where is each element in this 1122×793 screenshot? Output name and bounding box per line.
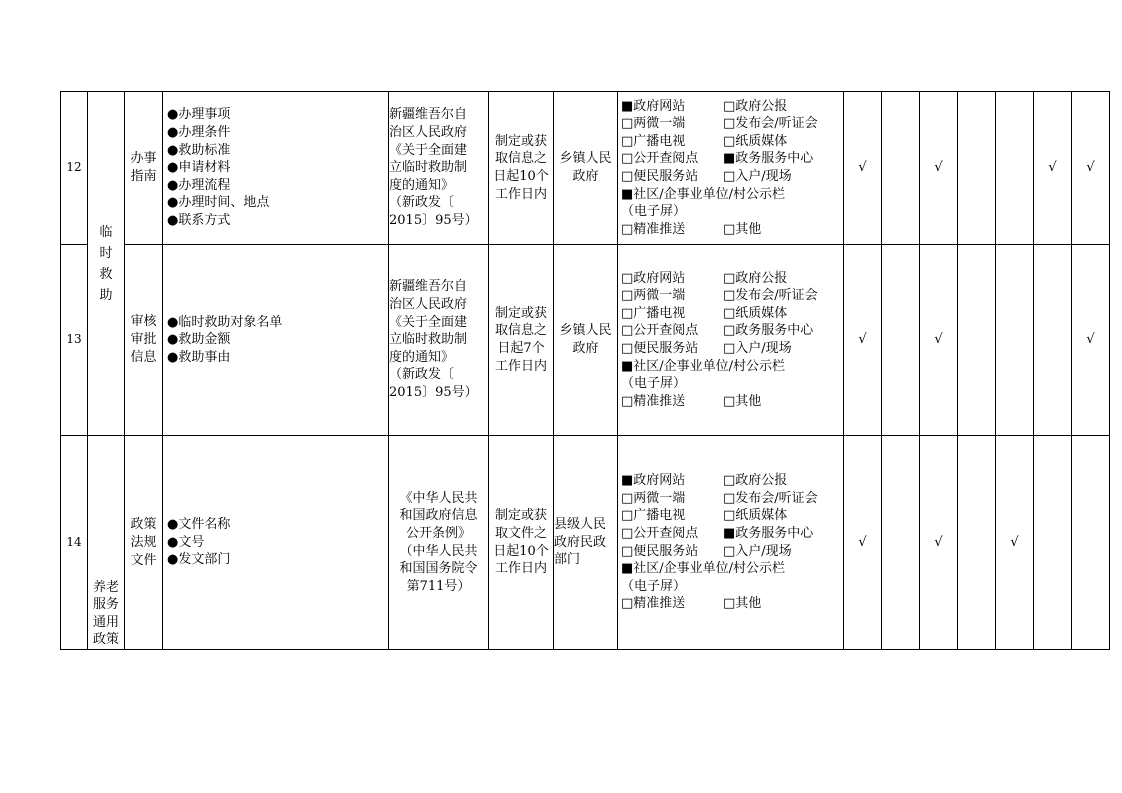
check-mark	[1034, 245, 1072, 436]
category-cell	[88, 92, 125, 436]
channel-option-cont: （电子屏）	[621, 204, 687, 220]
basis-line: 度的通知》	[389, 177, 455, 193]
channel-option: □精准推送	[621, 393, 686, 409]
category-line: 服务	[92, 597, 119, 613]
check-mark	[958, 245, 996, 436]
time-line: 取信息之	[494, 323, 547, 339]
check-mark: √	[996, 436, 1034, 650]
subject-line: 政府	[572, 169, 599, 184]
check-mark: √	[920, 245, 958, 436]
basis-line: 和国国务院令	[399, 561, 478, 577]
check-mark: √	[1072, 245, 1110, 436]
basis-line: 2015〕95号）	[389, 212, 478, 228]
check-mark: √	[844, 245, 882, 436]
check-mark	[958, 436, 996, 650]
content-item: ● 临时救助对象名单	[167, 314, 388, 332]
basis-line: （新政发〔	[389, 367, 455, 383]
check-mark: √	[920, 436, 958, 650]
check-mark: √	[1072, 92, 1110, 245]
content-item: ● 文号	[167, 534, 388, 552]
channel-option: □精准推送	[621, 221, 686, 237]
content-item: ● 办理条件	[167, 124, 388, 142]
time-line: 制定或获	[494, 508, 547, 524]
check-mark: √	[1034, 92, 1072, 245]
row-index: 12	[61, 92, 88, 245]
subcategory-cell	[125, 245, 163, 436]
subject-line: 乡镇人民	[559, 323, 612, 339]
channel-option: □发布会/听证会	[723, 490, 818, 506]
basis-line: 治区人民政府	[389, 297, 468, 313]
channel-option: □公开查阅点	[621, 525, 699, 541]
content-item: ● 救助金额	[167, 331, 388, 349]
content-item: ● 文件名称	[167, 516, 388, 534]
basis-cell	[389, 92, 489, 245]
channel-option: □入户/现场	[723, 341, 792, 356]
channel-option: □广播电视	[621, 508, 686, 524]
subject-line: 政府民政	[554, 534, 607, 550]
check-mark: √	[844, 436, 882, 650]
channel-option: □两微一端	[621, 490, 686, 506]
channel-option: □便民服务站	[621, 169, 699, 184]
time-limit-cell	[489, 92, 554, 245]
subcategory-line: 办事	[130, 151, 157, 166]
channel-option: □政务服务中心	[723, 323, 814, 339]
channel-option: □纸质媒体	[723, 305, 788, 321]
subcategory-line: 文件	[130, 552, 157, 568]
channel-option: ■社区/企事业单位/村公示栏	[621, 186, 786, 202]
category-char: 助	[99, 287, 113, 303]
basis-line: 新疆维吾尔自	[389, 107, 468, 123]
subject-line: 政府	[572, 341, 599, 356]
time-limit-cell	[489, 436, 554, 650]
subcategory-line: 法规	[130, 534, 157, 550]
channel-option: □便民服务站	[621, 543, 699, 559]
time-limit-cell	[489, 245, 554, 436]
check-mark: √	[844, 92, 882, 245]
table-row	[61, 436, 1110, 650]
basis-line: （中华人民共	[399, 543, 478, 559]
basis-line: 和国政府信息	[399, 508, 478, 524]
content-cell	[163, 436, 389, 650]
content-item: ● 发文部门	[167, 551, 388, 569]
check-mark	[996, 92, 1034, 245]
basis-line: （新政发〔	[389, 195, 455, 211]
channel-option: ■政府网站	[621, 473, 686, 489]
channel-option: □其他	[723, 221, 762, 237]
channel-option: ■政府网站	[621, 98, 686, 114]
time-line: 工作日内	[494, 186, 547, 202]
time-line: 制定或获	[494, 305, 547, 321]
subcategory-line: 政策	[130, 516, 157, 532]
subject-line: 部门	[554, 552, 581, 568]
content-item: ● 办理事项	[167, 106, 388, 124]
content-item: ● 救助事由	[167, 349, 388, 367]
channel-option: □广播电视	[621, 133, 686, 149]
content-item: ● 办理流程	[167, 177, 388, 195]
channel-option: ■政务服务中心	[723, 525, 814, 541]
check-mark	[996, 245, 1034, 436]
channel-option: ■政务服务中心	[723, 151, 814, 167]
category-char: 救	[99, 266, 113, 282]
content-item: ● 救助标准	[167, 142, 388, 160]
channel-option: □入户/现场	[723, 543, 792, 559]
category-char: 临	[99, 224, 113, 240]
check-mark	[882, 92, 920, 245]
check-mark	[1072, 436, 1110, 650]
basis-line: 《关于全面建	[389, 142, 468, 158]
category-line: 政策	[92, 632, 119, 648]
check-mark	[882, 436, 920, 650]
subject-cell	[554, 436, 618, 650]
basis-line: 治区人民政府	[389, 125, 468, 141]
channel-option: □政府网站	[621, 270, 686, 286]
channel-option: □公开查阅点	[621, 151, 699, 167]
content-item: ● 申请材料	[167, 159, 388, 177]
time-line: 工作日内	[494, 358, 547, 374]
basis-line: 《关于全面建	[389, 314, 468, 330]
channel-option-cont: （电子屏）	[621, 578, 687, 594]
time-line: 制定或获	[494, 133, 547, 149]
channel-option: □便民服务站	[621, 341, 699, 356]
table-row	[61, 245, 1110, 436]
check-mark: √	[920, 92, 958, 245]
channel-option-cont: （电子屏）	[621, 376, 687, 392]
channel-option: □公开查阅点	[621, 323, 699, 339]
check-mark	[882, 245, 920, 436]
channel-option: □其他	[723, 393, 762, 409]
channel-option: □其他	[723, 596, 762, 612]
subject-line: 县级人民	[554, 517, 607, 533]
time-line: 取文件之	[494, 525, 547, 541]
channels-cell	[618, 92, 844, 245]
channel-option: ■社区/企事业单位/村公示栏	[621, 561, 786, 577]
basis-line: 公开条例》	[405, 525, 471, 541]
row-index: 14	[61, 436, 88, 650]
basis-line: 立临时救助制	[389, 160, 468, 176]
content-cell	[163, 92, 389, 245]
subcategory-cell	[125, 92, 163, 245]
basis-cell	[389, 436, 489, 650]
channel-option: □纸质媒体	[723, 133, 788, 149]
subcategory-line: 审核	[130, 314, 157, 329]
disclosure-table	[60, 91, 1110, 650]
basis-cell	[389, 245, 489, 436]
category-cell	[88, 436, 125, 650]
check-mark	[958, 92, 996, 245]
time-line: 工作日内	[494, 561, 547, 577]
channel-option: ■社区/企事业单位/村公示栏	[621, 358, 786, 374]
row-index: 13	[61, 245, 88, 436]
subject-cell	[554, 245, 618, 436]
basis-line: 2015〕95号）	[389, 384, 478, 400]
category-char: 时	[99, 245, 113, 261]
channel-option: □发布会/听证会	[723, 288, 818, 304]
channel-option: □政府公报	[723, 270, 788, 286]
subcategory-line: 信息	[130, 350, 157, 365]
subcategory-line: 指南	[130, 169, 157, 184]
time-line: 日起10个	[493, 543, 549, 559]
table-row	[61, 92, 1110, 245]
time-line: 日起10个	[493, 169, 549, 184]
category-line: 通用	[92, 614, 119, 630]
content-item: ● 办理时间、地点	[167, 194, 388, 212]
basis-line: 新疆维吾尔自	[389, 279, 468, 295]
check-mark	[1034, 436, 1072, 650]
channel-option: □纸质媒体	[723, 508, 788, 524]
subject-cell	[554, 92, 618, 245]
channel-option: □两微一端	[621, 288, 686, 304]
channels-cell	[618, 245, 844, 436]
time-line: 取信息之	[494, 151, 547, 167]
category-line: 养老	[92, 579, 119, 595]
basis-line: 立临时救助制	[389, 332, 468, 348]
channel-option: □广播电视	[621, 305, 686, 321]
channel-option: □政府公报	[723, 473, 788, 489]
time-line: 日起7个	[497, 341, 545, 356]
basis-line: 第711号）	[406, 578, 471, 594]
subcategory-line: 审批	[130, 332, 157, 347]
channel-option: □两微一端	[621, 116, 686, 132]
subject-line: 乡镇人民	[559, 151, 612, 167]
content-cell	[163, 245, 389, 436]
channels-cell	[618, 436, 844, 650]
basis-line: 度的通知》	[389, 349, 455, 365]
channel-option: □发布会/听证会	[723, 116, 818, 132]
channel-option: □入户/现场	[723, 169, 792, 184]
content-item: ● 联系方式	[167, 212, 388, 230]
channel-option: □精准推送	[621, 596, 686, 612]
channel-option: □政府公报	[723, 98, 788, 114]
basis-line: 《中华人民共	[399, 490, 478, 506]
subcategory-cell	[125, 436, 163, 650]
